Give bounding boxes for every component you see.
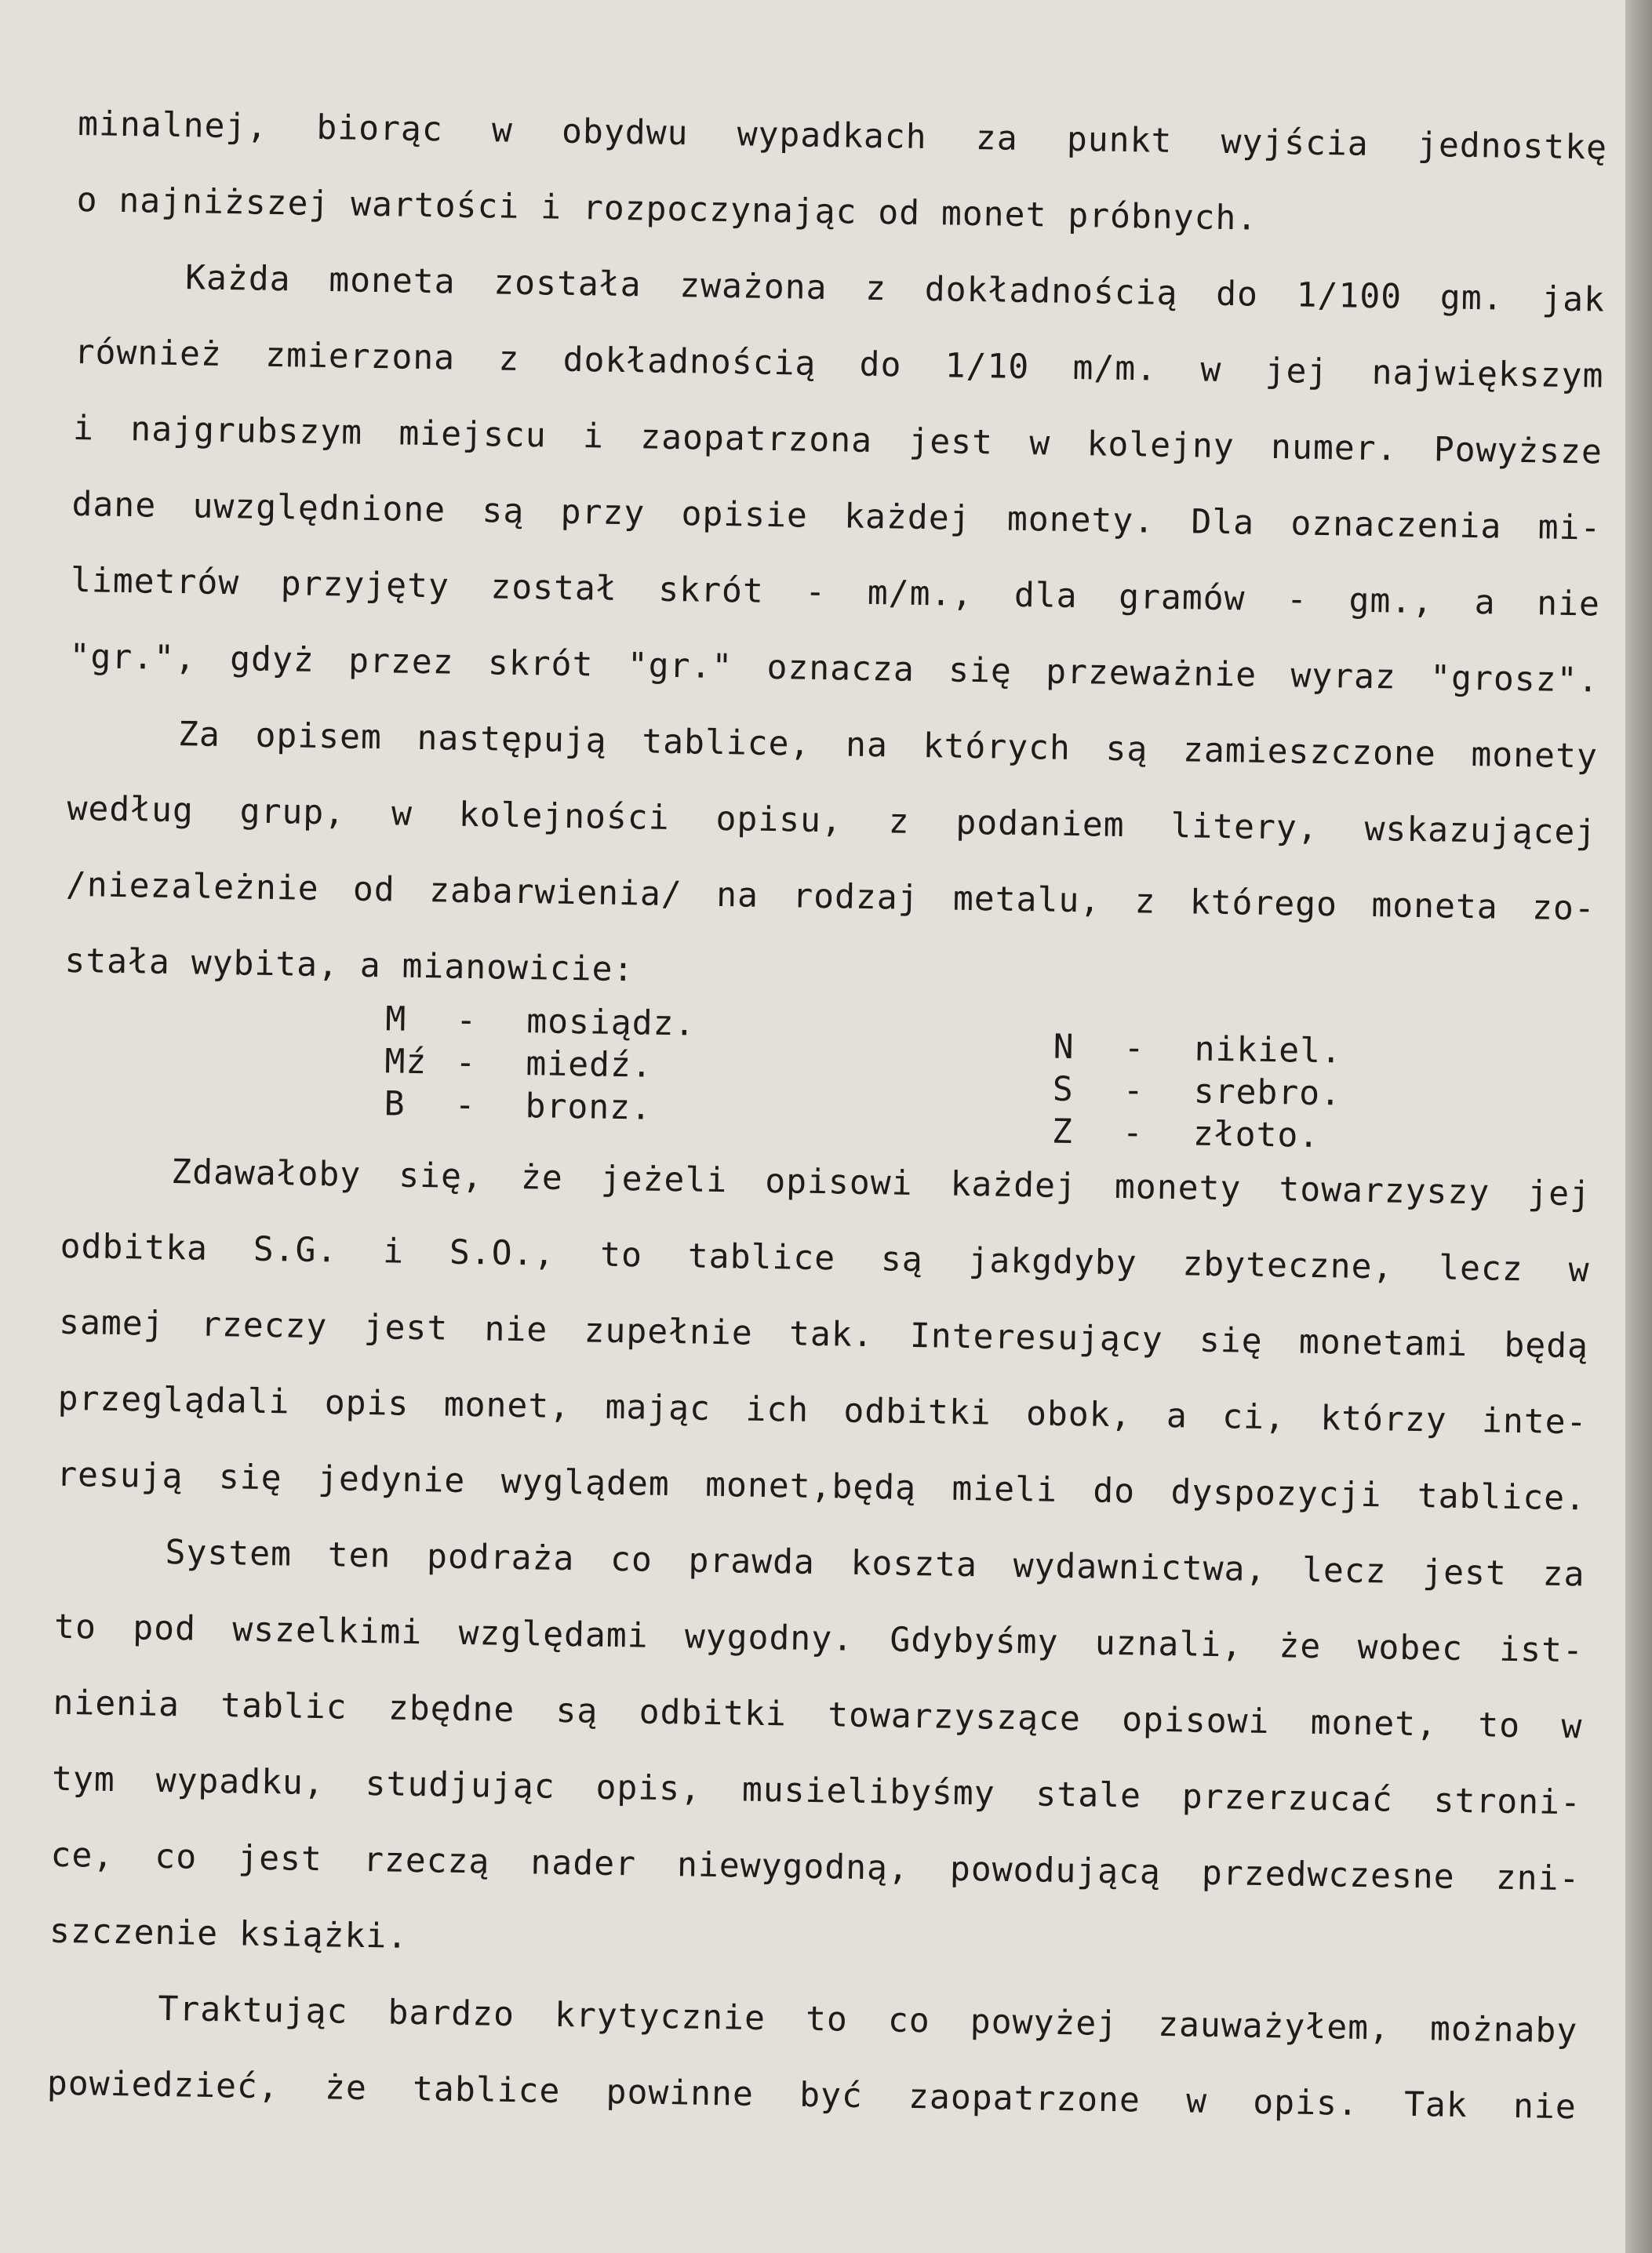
text-line: według grup, w kolejności opisu, z podaniem litery, wskazującej (67, 788, 1597, 853)
legend-metal: nikiel. (1194, 1029, 1343, 1072)
legend-metal: bronz. (525, 1086, 653, 1128)
text-line: powiedzieć, że tablice powinne być zaopatrzone w opis. Tak nie (46, 2063, 1577, 2127)
text-line: i najgrubszym miejscu i zaopatrzona jest w kolejny numer. Powyższe (72, 408, 1603, 472)
legend-metal: srebro. (1193, 1072, 1342, 1114)
text-line: tym wypadku, studjując opis, musielibyśmy stale przerzucać stroni- (51, 1759, 1582, 1823)
paragraph-2 (69, 238, 1606, 719)
text-line: System ten podraża co prawda koszta wydawnictwa, lecz jest za (165, 1532, 1585, 1595)
legend-column-right (1051, 1009, 1343, 1156)
legend-dash: - (454, 1085, 476, 1126)
text-line: samej rzeczy jest nie zupełnie tak. Interesujący się monetami będą (58, 1302, 1589, 1367)
text-line: przeglądali opis monet, mając ich odbitki obok, a ci, którzy inte- (57, 1378, 1588, 1443)
paragraph-3 (64, 695, 1599, 1024)
legend-symbol: Z (1051, 1112, 1074, 1152)
paragraph-6 (46, 1970, 1578, 2146)
legend-metal: mosiądz. (526, 1002, 696, 1044)
legend-symbol: B (384, 1084, 406, 1124)
text-line: minalnej, biorąc w obydwu wypadkach za punkt wyjścia jednostkę (77, 104, 1608, 168)
legend-symbol: M (384, 999, 407, 1039)
text-line: "gr.", gdyż przez skrót "gr." oznacza się przeważnie wyraz "grosz". (69, 636, 1599, 701)
text-line: Traktując bardzo krytycznie to co powyżej zauważyłem, możnaby (158, 1989, 1578, 2051)
text-line: nienia tablic zbędne są odbitki towarzyszące opisowi monet, to w (53, 1683, 1583, 1747)
legend-symbol: N (1053, 1027, 1075, 1068)
text-line: odbitka S.G. i S.O., to tablice są jakgdyby zbyteczne, lecz w (60, 1226, 1590, 1290)
legend-dash: - (455, 1043, 477, 1083)
legend-column-left (384, 998, 696, 1136)
legend-row (385, 998, 696, 1045)
paragraph-4 (56, 1133, 1591, 1538)
text-line: Zdawałoby się, że jeżeli opisowi każdej monety towarzyszy jej (170, 1152, 1592, 1214)
text-line: Za opisem następują tablice, na których są zamieszczone monety (177, 715, 1599, 777)
legend-symbol: Mź (384, 1042, 428, 1083)
legend-dash: - (1123, 1071, 1145, 1111)
legend-dash: - (455, 1000, 478, 1041)
legend-metal: miedź. (526, 1044, 653, 1086)
legend-metal: złoto. (1192, 1114, 1320, 1156)
text-line: limetrów przyjęty został skrót - m/m., dla gramów - gm., a nie (70, 560, 1601, 624)
book-binding-edge (1625, 0, 1652, 2253)
text-line: Każda moneta została zważona z dokładnością do 1/100 gm. jak (184, 258, 1606, 320)
legend-row (384, 1083, 694, 1130)
legend-row (384, 1040, 695, 1087)
text-line: również zmierzona z dokładnością do 1/10 m/m. w jej największym (74, 332, 1604, 396)
text-line: stała wybita, a mianowicie: (64, 941, 635, 990)
text-line: /niezależnie od zabarwienia/ na rodzaj metalu, z którego moneta zo- (65, 864, 1596, 929)
legend-dash: - (1122, 1113, 1144, 1153)
text-line: to pod wszelkimi względami wygodny. Gdybyśmy uznali, że wobec ist- (53, 1607, 1585, 1671)
legend-symbol: S (1052, 1069, 1075, 1110)
text-line: dane uwzględnione są przy opisie każdej monety. Dla oznaczenia mi- (71, 484, 1602, 548)
metal-legend (62, 993, 1593, 1156)
text-line: resują się jedynie wyglądem monet,będą mieli do dyspozycji tablice. (56, 1454, 1587, 1519)
paragraph-1 (76, 86, 1608, 263)
page-text (46, 86, 1608, 2146)
legend-row (1053, 1026, 1342, 1073)
paragraph-5 (49, 1513, 1585, 1994)
text-line: o najniższej wartości i rozpoczynając od monet próbnych. (76, 180, 1258, 238)
legend-row (1052, 1068, 1341, 1116)
legend-dash: - (1123, 1028, 1145, 1068)
text-line: ce, co jest rzeczą nader niewygodną, powodującą przedwczesne zni- (50, 1835, 1581, 1899)
text-line: szczenie książki. (49, 1911, 409, 1956)
